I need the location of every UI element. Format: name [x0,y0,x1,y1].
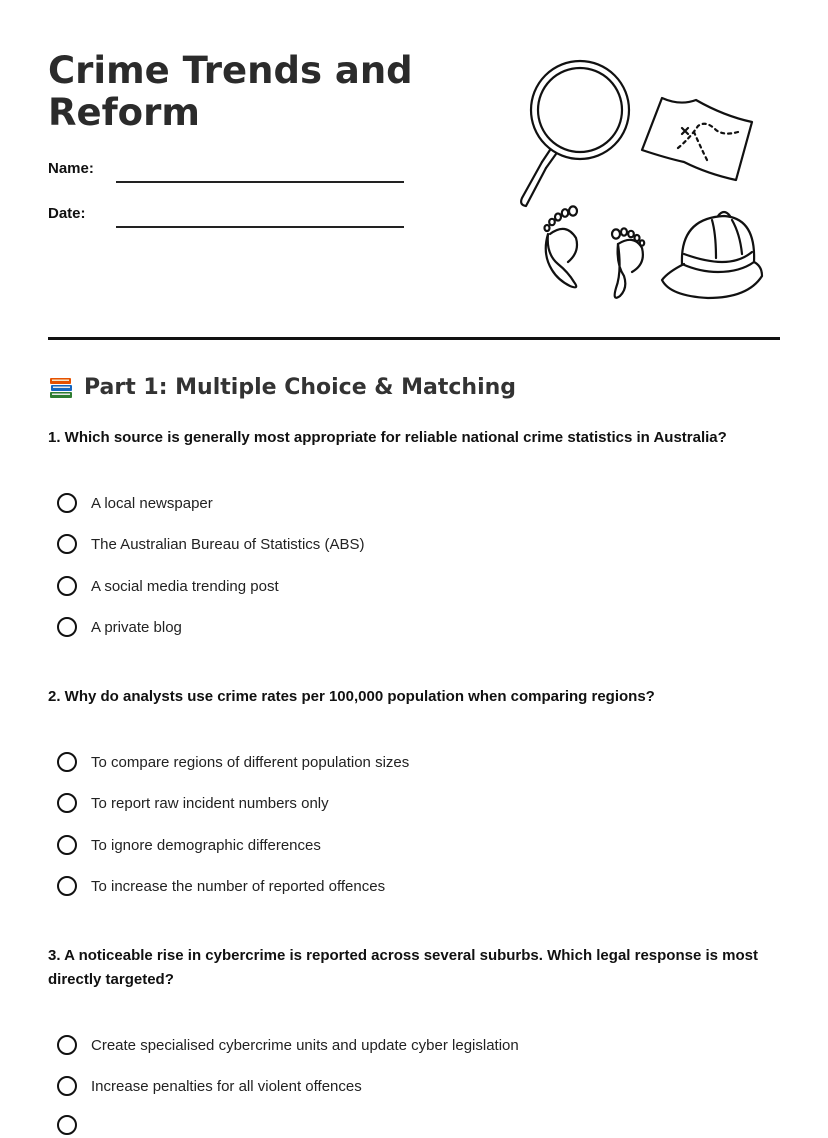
q1-option-4[interactable]: A private blog [57,614,182,640]
radio-button[interactable] [57,534,77,554]
question-1: 1. Which source is generally most appropriate for reliable national crime statistics in Australia? [48,429,727,446]
date-field[interactable] [48,205,408,235]
radio-button[interactable] [57,876,77,896]
radio-button[interactable] [57,617,77,637]
q2-option-1[interactable]: To compare regions of different population sizes [57,749,409,775]
radio-button[interactable] [57,793,77,813]
worksheet-title: Crime Trends and Reform [48,49,413,134]
radio-button[interactable] [57,1115,77,1135]
q3-option-1[interactable]: Create specialised cybercrime units and update cyber legislation [57,1032,519,1058]
radio-button[interactable] [57,493,77,513]
date-label: Date: [48,205,86,222]
name-label: Name: [48,160,94,177]
radio-button[interactable] [57,1076,77,1096]
question-3: 3. A noticeable rise in cybercrime is reported across several suburbs. Which legal response is most directly targeted? [48,947,758,988]
question-2: 2. Why do analysts use crime rates per 100,000 population when comparing regions? [48,688,655,705]
radio-button[interactable] [57,576,77,596]
radio-button[interactable] [57,1035,77,1055]
footprint-icon [612,228,644,297]
books-icon [48,374,74,400]
radio-button[interactable] [57,752,77,772]
q2-option-3[interactable]: To ignore demographic differences [57,832,321,858]
section-title: Part 1: Multiple Choice & Matching [84,374,517,400]
q3-option-3-partial [57,1112,91,1138]
map-icon [642,98,752,180]
header-divider [48,337,780,340]
section-heading [48,374,516,400]
helmet-icon [662,212,762,298]
q2-option-2[interactable]: To report raw incident numbers only [57,790,329,816]
q2-option-4[interactable]: To increase the number of reported offences [57,873,385,899]
date-input-line[interactable] [116,226,404,228]
radio-button[interactable] [57,835,77,855]
q3-option-2[interactable]: Increase penalties for all violent offences [57,1073,362,1099]
q1-option-2[interactable]: The Australian Bureau of Statistics (ABS) [57,531,364,557]
magnifying-glass-icon [521,61,629,206]
q1-option-3[interactable]: A social media trending post [57,573,279,599]
footprint-icon [545,206,578,287]
name-input-line[interactable] [116,181,404,183]
detective-illustration [510,58,770,308]
name-field[interactable] [48,160,408,190]
q1-option-1[interactable]: A local newspaper [57,490,213,516]
